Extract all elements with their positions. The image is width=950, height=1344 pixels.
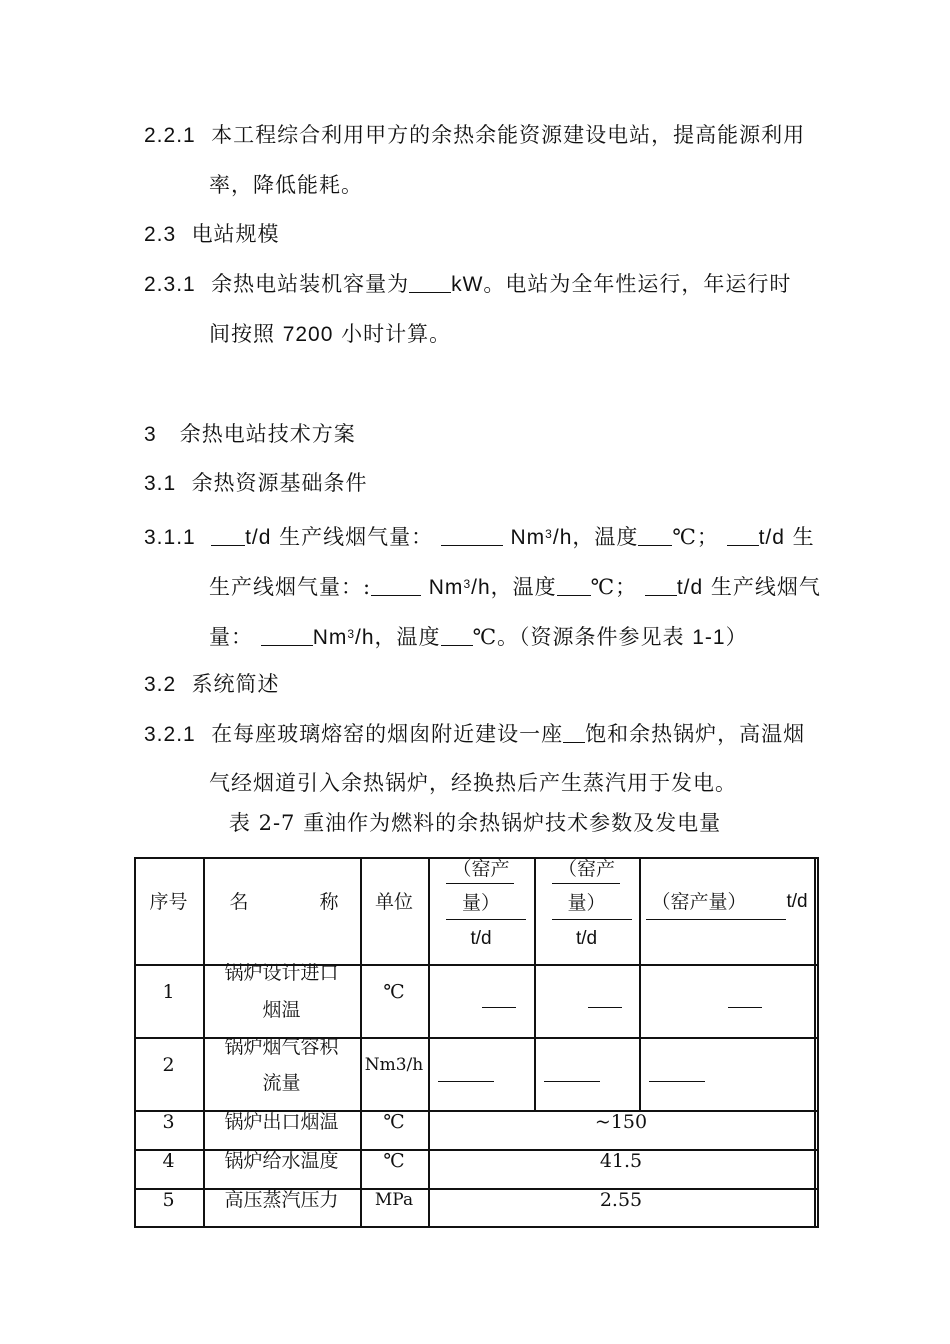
row2-name-line1: 锅炉烟气容积 xyxy=(224,1036,339,1058)
row4-name: 锅炉给水温度 xyxy=(224,1150,339,1172)
heading-3-2 xyxy=(144,671,280,698)
fill-blank xyxy=(638,525,672,546)
heading-title: 余热资源基础条件 xyxy=(191,471,368,495)
row3-name: 锅炉出口烟温 xyxy=(224,1111,339,1133)
header-col3-unit: t/d xyxy=(786,891,808,912)
heading-3-1 xyxy=(144,470,368,497)
header-name-b: 称 xyxy=(319,891,339,913)
fill-blank xyxy=(441,625,473,646)
fill-blank xyxy=(261,625,313,646)
header-underline xyxy=(446,883,514,884)
row1-col3-blank xyxy=(728,1007,762,1008)
para-text: 余热电站装机容量为 xyxy=(211,272,410,296)
header-index: 序号 xyxy=(149,891,188,913)
para-text: 生产线烟气量：: xyxy=(209,575,372,599)
para-3-2-1-line2 xyxy=(209,770,737,796)
fill-blank xyxy=(211,525,245,546)
table-border xyxy=(817,857,819,1228)
header-col1-line2: 量） xyxy=(461,892,500,914)
row4-unit: ℃ xyxy=(383,1150,405,1172)
row2-name-line2: 流量 xyxy=(262,1072,301,1094)
para-text: /h，温度 xyxy=(355,626,441,649)
para-3-1-1-line1 xyxy=(144,521,815,551)
table-caption: 表 2-7 重油作为燃料的余热锅炉技术参数及发电量 xyxy=(228,811,722,835)
fill-blank xyxy=(441,525,503,546)
header-underline xyxy=(552,919,632,920)
section-number: 3.1 xyxy=(144,472,177,495)
row2-col3-blank xyxy=(649,1081,705,1082)
section-number: 2.3 xyxy=(144,223,177,246)
row1-name-line2: 烟温 xyxy=(262,999,301,1021)
heading-2-3 xyxy=(144,221,280,248)
heading-3 xyxy=(144,421,356,448)
para-number: 7200 xyxy=(282,323,334,346)
para-2-3-1-line2 xyxy=(209,321,451,348)
fill-blank xyxy=(727,525,759,546)
section-number: 3.2.1 xyxy=(144,723,196,746)
section-number: 3.1.1 xyxy=(144,526,196,549)
unit-text: t/d xyxy=(758,526,785,549)
para-text: /h，温度 xyxy=(471,576,557,599)
row2-col2-blank xyxy=(544,1081,600,1082)
table-ref: 1-1 xyxy=(692,626,726,649)
header-col1-line1: （窑产 xyxy=(452,858,510,880)
row5-name: 高压蒸汽压力 xyxy=(224,1189,339,1211)
heading-title: 系统简述 xyxy=(191,672,280,696)
table-border xyxy=(814,857,816,1228)
row1-unit: ℃ xyxy=(383,981,405,1003)
unit-text: Nm xyxy=(510,526,546,549)
header-col2-line2: 量） xyxy=(567,892,606,914)
row1-col2-blank xyxy=(588,1007,622,1008)
para-2-2-1-line1 xyxy=(144,122,805,149)
row2-unit: Nm3/h xyxy=(364,1055,424,1075)
header-col2-unit: t/d xyxy=(575,928,598,949)
header-underline xyxy=(646,919,786,920)
para-2-3-1-line1 xyxy=(144,271,791,298)
para-text: 率，降低能耗。 xyxy=(209,173,363,197)
para-text: 生产线烟气 xyxy=(710,575,821,599)
para-text: ℃； xyxy=(590,575,638,599)
header-name-a: 名 xyxy=(229,891,249,913)
para-text: kW。电站为全年性运行，年运行时 xyxy=(451,273,792,296)
fill-blank xyxy=(371,575,421,596)
superscript: 3 xyxy=(347,627,356,641)
heading-title: 余热电站技术方案 xyxy=(179,422,356,446)
para-text: 量： xyxy=(209,625,253,649)
heading-title: 电站规模 xyxy=(191,222,280,246)
row3-value: ~150 xyxy=(594,1111,648,1133)
header-col2-line1: （窑产 xyxy=(557,858,615,880)
superscript: 3 xyxy=(545,527,553,541)
para-text: 生 xyxy=(792,525,815,549)
row2-col1-blank xyxy=(438,1081,494,1082)
para-2-2-1-line2 xyxy=(209,172,363,198)
para-text: 生产线烟气量： xyxy=(279,525,434,549)
section-number: 2.3.1 xyxy=(144,273,196,296)
header-col3: （窑产量） xyxy=(651,891,747,913)
fill-blank xyxy=(645,575,677,596)
para-text: 小时计算。 xyxy=(341,322,452,346)
section-number: 2.2.1 xyxy=(144,124,196,147)
fill-blank xyxy=(409,272,451,293)
row5-value: 2.55 xyxy=(599,1189,643,1211)
header-underline xyxy=(552,883,620,884)
fill-blank xyxy=(563,722,585,743)
section-number: 3.2 xyxy=(144,673,177,696)
para-text: ） xyxy=(725,625,748,649)
para-3-1-1-line2 xyxy=(209,571,821,601)
table-border xyxy=(134,1226,818,1228)
header-col1-unit: t/d xyxy=(470,928,492,949)
superscript: 3 xyxy=(463,577,472,591)
para-text: ℃。（资源条件参见表 xyxy=(472,625,685,649)
row4-value: 41.5 xyxy=(599,1150,643,1172)
boiler-parameters-table xyxy=(134,857,818,1228)
para-text: 在每座玻璃熔窑的烟囱附近建设一座 xyxy=(211,722,564,746)
row2-index: 2 xyxy=(162,1054,175,1076)
para-text: /h，温度 xyxy=(552,526,639,549)
row5-index: 5 xyxy=(162,1189,175,1211)
row4-index: 4 xyxy=(162,1150,175,1172)
para-3-1-1-line3 xyxy=(209,621,748,651)
header-unit: 单位 xyxy=(374,891,413,913)
row1-name-line1: 锅炉设计进口 xyxy=(224,962,339,984)
unit-text: t/d xyxy=(245,526,272,549)
header-underline xyxy=(446,919,526,920)
row1-index: 1 xyxy=(162,981,175,1003)
unit-text: t/d xyxy=(676,576,704,599)
para-text: 间按照 xyxy=(209,322,275,346)
para-text: ℃； xyxy=(672,525,719,549)
row3-unit: ℃ xyxy=(383,1111,405,1133)
row1-col1-blank xyxy=(482,1007,516,1008)
section-number: 3 xyxy=(144,423,157,446)
row3-index: 3 xyxy=(162,1111,175,1133)
para-text: 气经烟道引入余热锅炉，经换热后产生蒸汽用于发电。 xyxy=(209,771,737,795)
unit-text: Nm xyxy=(312,626,348,649)
unit-text: Nm xyxy=(428,576,464,599)
para-3-2-1-line1 xyxy=(144,721,805,748)
row5-unit: MPa xyxy=(374,1190,414,1210)
fill-blank xyxy=(557,575,591,596)
para-text: 饱和余热锅炉，高温烟 xyxy=(585,722,806,746)
column-divider xyxy=(639,857,641,1110)
para-text: 本工程综合利用甲方的余热余能资源建设电站，提高能源利用 xyxy=(211,123,806,147)
